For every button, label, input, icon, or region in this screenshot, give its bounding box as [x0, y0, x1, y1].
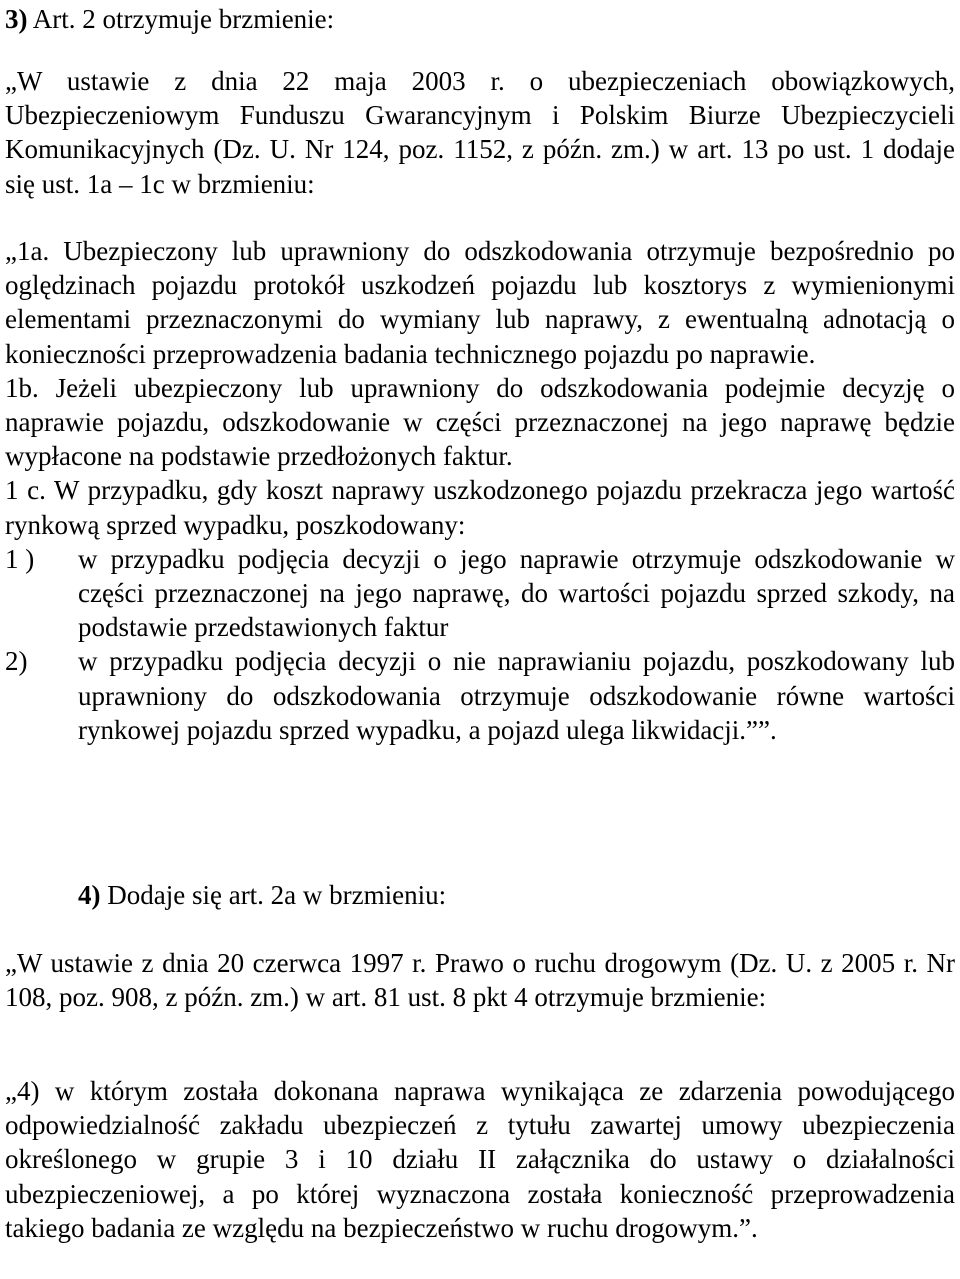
section-3-intro: „W ustawie z dnia 22 maja 2003 r. o ubezpieczeniach obowiązkowych, Ubezpieczeniowym Funduszu Gwarancyjnym i Polskim Biurze Ubezpieczycieli Komunikacyjnych (Dz. U. Nr 124, poz. 1152, z późn. zm.) w art. 13 po ust. 1 dodaje się ust. 1a – 1c w brzmieniu:: [5, 66, 955, 199]
section-4-heading: [78, 878, 955, 912]
list-item: [5, 644, 955, 747]
section-4-paragraph-block: [5, 1074, 955, 1245]
list-item-text: w przypadku podjęcia decyzji o jego naprawie otrzymuje odszkodowanie w części przeznaczonej na jego naprawę, do wartości pojazdu sprzed szkody, na podstawie przedstawionych faktur: [78, 543, 955, 643]
section-3-title: Art. 2 otrzymuje brzmienie:: [27, 4, 335, 34]
section-4-title: Dodaje się art. 2a w brzmieniu:: [100, 880, 447, 910]
list-item: [5, 542, 955, 645]
paragraph-1b: 1b. Jeżeli ubezpieczony lub uprawniony do odszkodowania podejmie decyzję o naprawie pojazdu, odszkodowanie w części przeznaczonej na jego naprawę będzie wypłacone na podstawie przedłożonych faktur.: [5, 372, 955, 472]
section-4-number: 4): [78, 880, 101, 910]
section-3-heading: [5, 2, 955, 36]
list-item-number: 2): [5, 646, 28, 677]
section-4-intro: „W ustawie z dnia 20 czerwca 1997 r. Prawo o ruchu drogowym (Dz. U. z 2005 r. Nr 108, poz. 908, z późn. zm.) w art. 81 ust. 8 pkt 4 otrzymuje brzmienie:: [5, 948, 955, 1013]
list-item-text: w przypadku podjęcia decyzji o nie naprawianiu pojazdu, poszkodowany lub uprawniony do odszkodowania otrzymuje odszkodowanie równe wartości rynkowej pojazdu sprzed wypadku, a pojazd ulega likwidacji.””.: [78, 646, 955, 745]
list-item-number: 1 ): [5, 543, 35, 574]
paragraph-1a: „1a. Ubezpieczony lub uprawniony do odszkodowania otrzymuje bezpośrednio po oględzinach pojazdu protokół uszkodzeń pojazdu lub kosztorys z wymienionymi elementami przeznaczonymi do wymiany lub naprawy, z ewentualną adnotacją o konieczności przeprowadzenia badania technicznego pojazdu po naprawie.: [5, 236, 955, 369]
section-4-intro-block: [5, 946, 955, 1014]
amendment-paragraphs: [5, 234, 955, 747]
section-3-intro-block: [5, 64, 955, 201]
section-3-number: 3): [5, 4, 28, 34]
paragraph-1c: 1 c. W przypadku, gdy koszt naprawy uszkodzonego pojazdu przekracza jego wartość rynkową sprzed wypadku, poszkodowany:: [5, 475, 955, 540]
paragraph-4: „4) w którym została dokonana naprawa wynikająca ze zdarzenia powodującego odpowiedzialność zakładu ubezpieczeń z tytułu zawartej umowy ubezpieczenia określonego w grupie 3 i 10 działu II załącznika do ustawy o działalności ubezpieczeniowej, a po której wyznaczona została konieczność przeprowadzenia takiego badania ze względu na bezpieczeństwo w ruchu drogowym.”.: [5, 1076, 955, 1243]
